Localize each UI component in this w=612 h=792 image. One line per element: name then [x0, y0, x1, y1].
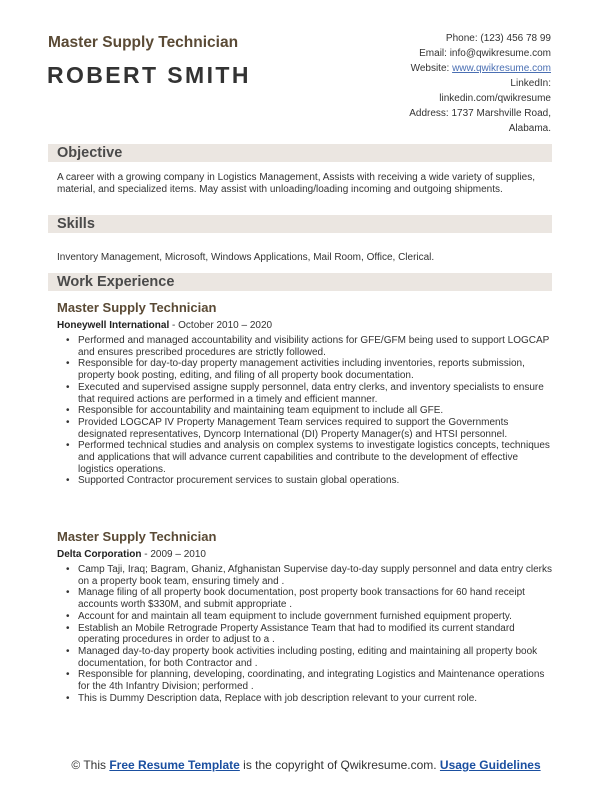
experience-heading-bar [48, 273, 552, 291]
list-item: • Supported Contractor procurement services to sustain global operations. [66, 475, 556, 487]
list-item: • Responsible for planning, developing, coordinating, and integrating Logistics and Maintenance operations for the 4th Infantry Division; performed . [66, 669, 556, 692]
list-item: • This is Dummy Description data, Replace with job description relevant to your current role. [66, 693, 556, 705]
list-item: • Camp Taji, Iraq; Bagram, Ghaniz, Afghanistan Supervise day-to-day supply personnel and data entry clerks on a property book team, ensuring timely and . [66, 564, 556, 587]
linkedin-value: linkedin.com/qwikresume [439, 93, 551, 104]
free-resume-template-link[interactable]: Free Resume Template [109, 758, 240, 772]
list-item: • Performed and managed accountability and visibility actions for GFE/GFM being used to support LOGCAP and ensures prescribed procedures are strictly followed. [66, 335, 556, 358]
job-1-dates: - October 2010 – 2020 [169, 320, 273, 331]
objective-text: A career with a growing company in Logistics Management, Assists with receiving a wide variety of supplies, material, and specialized items. May assist with unloading/loading incoming and outgoing shipments. [57, 172, 536, 195]
job-1-company: Honeywell International [57, 320, 170, 331]
skills-heading: Skills [57, 216, 95, 232]
address-line-1: Address: 1737 Marshville Road, [409, 108, 551, 119]
footer-prefix: © This [71, 758, 110, 772]
job-2-company: Delta Corporation [57, 549, 142, 560]
objective-heading: Objective [57, 145, 123, 161]
job-1-company-line [57, 320, 272, 331]
list-item: • Performed technical studies and analysis on complex systems to investigate logistics concepts, techniques and applications that will advance current capabilities and contribute to the development of effective logistics operations. [66, 440, 556, 475]
address-line-2: Alabama. [508, 123, 551, 134]
job-title: Master Supply Technician [48, 34, 239, 51]
usage-guidelines-link[interactable]: Usage Guidelines [439, 758, 541, 772]
list-item: • Executed and supervised assigne supply personnel, data entry clerks, and inventory specialists to ensure that required actions are performed in a timely and efficient manner. [66, 382, 556, 405]
objective-heading-bar [48, 144, 552, 162]
job-1-duties [66, 335, 556, 487]
skills-text: Inventory Management, Microsoft, Windows Applications, Mail Room, Office, Clerical. [57, 252, 435, 263]
list-item: • Responsible for day-to-day property management activities including inventories, reports submission, property book posting, editing, and filing of all property book documentation. [66, 358, 556, 381]
job-2-dates: - 2009 – 2010 [141, 549, 206, 560]
footer-middle: is the copyright of Qwikresume.com. [239, 758, 440, 772]
job-2-duties [66, 564, 556, 704]
list-item: • Responsible for accountability and maintaining team equipment to include all GFE. [66, 405, 556, 417]
contact-block [311, 31, 551, 136]
job-2-company-line [57, 549, 206, 560]
website-label: Website: [410, 63, 453, 74]
job-2-title: Master Supply Technician [57, 529, 217, 544]
phone: Phone: (123) 456 78 99 [445, 33, 551, 44]
list-item: • Manage filing of all property book documentation, post property book transactions for 60 hand receipt accounts worth $330M, and submit appropriate . [66, 587, 556, 610]
job-1-title: Master Supply Technician [57, 300, 217, 315]
website [311, 61, 551, 76]
experience-heading: Work Experience [57, 274, 175, 290]
email: Email: info@qwikresume.com [419, 48, 551, 59]
footer-copyright [48, 758, 564, 772]
list-item: • Account for and maintain all team equipment to include government furnished equipment property. [66, 611, 556, 623]
list-item: • Provided LOGCAP IV Property Management Team services required to support the Governments designated representatives, Dyncorp International (DI) Property Manager(s) and HTSI personnel. [66, 417, 556, 440]
resume-header [0, 0, 612, 140]
candidate-name: ROBERT SMITH [47, 62, 251, 88]
skills-heading-bar [48, 215, 552, 233]
website-link[interactable]: www.qwikresume.com [452, 63, 551, 74]
linkedin-label: LinkedIn: [510, 78, 551, 89]
list-item: • Managed day-to-day property book activities including posting, editing and maintaining all property book documentation, for both Contractor and . [66, 646, 556, 669]
list-item: • Establish an Mobile Retrograde Property Assistance Team that had to modified its current standard operating procedures in order to adjust to a . [66, 623, 556, 646]
